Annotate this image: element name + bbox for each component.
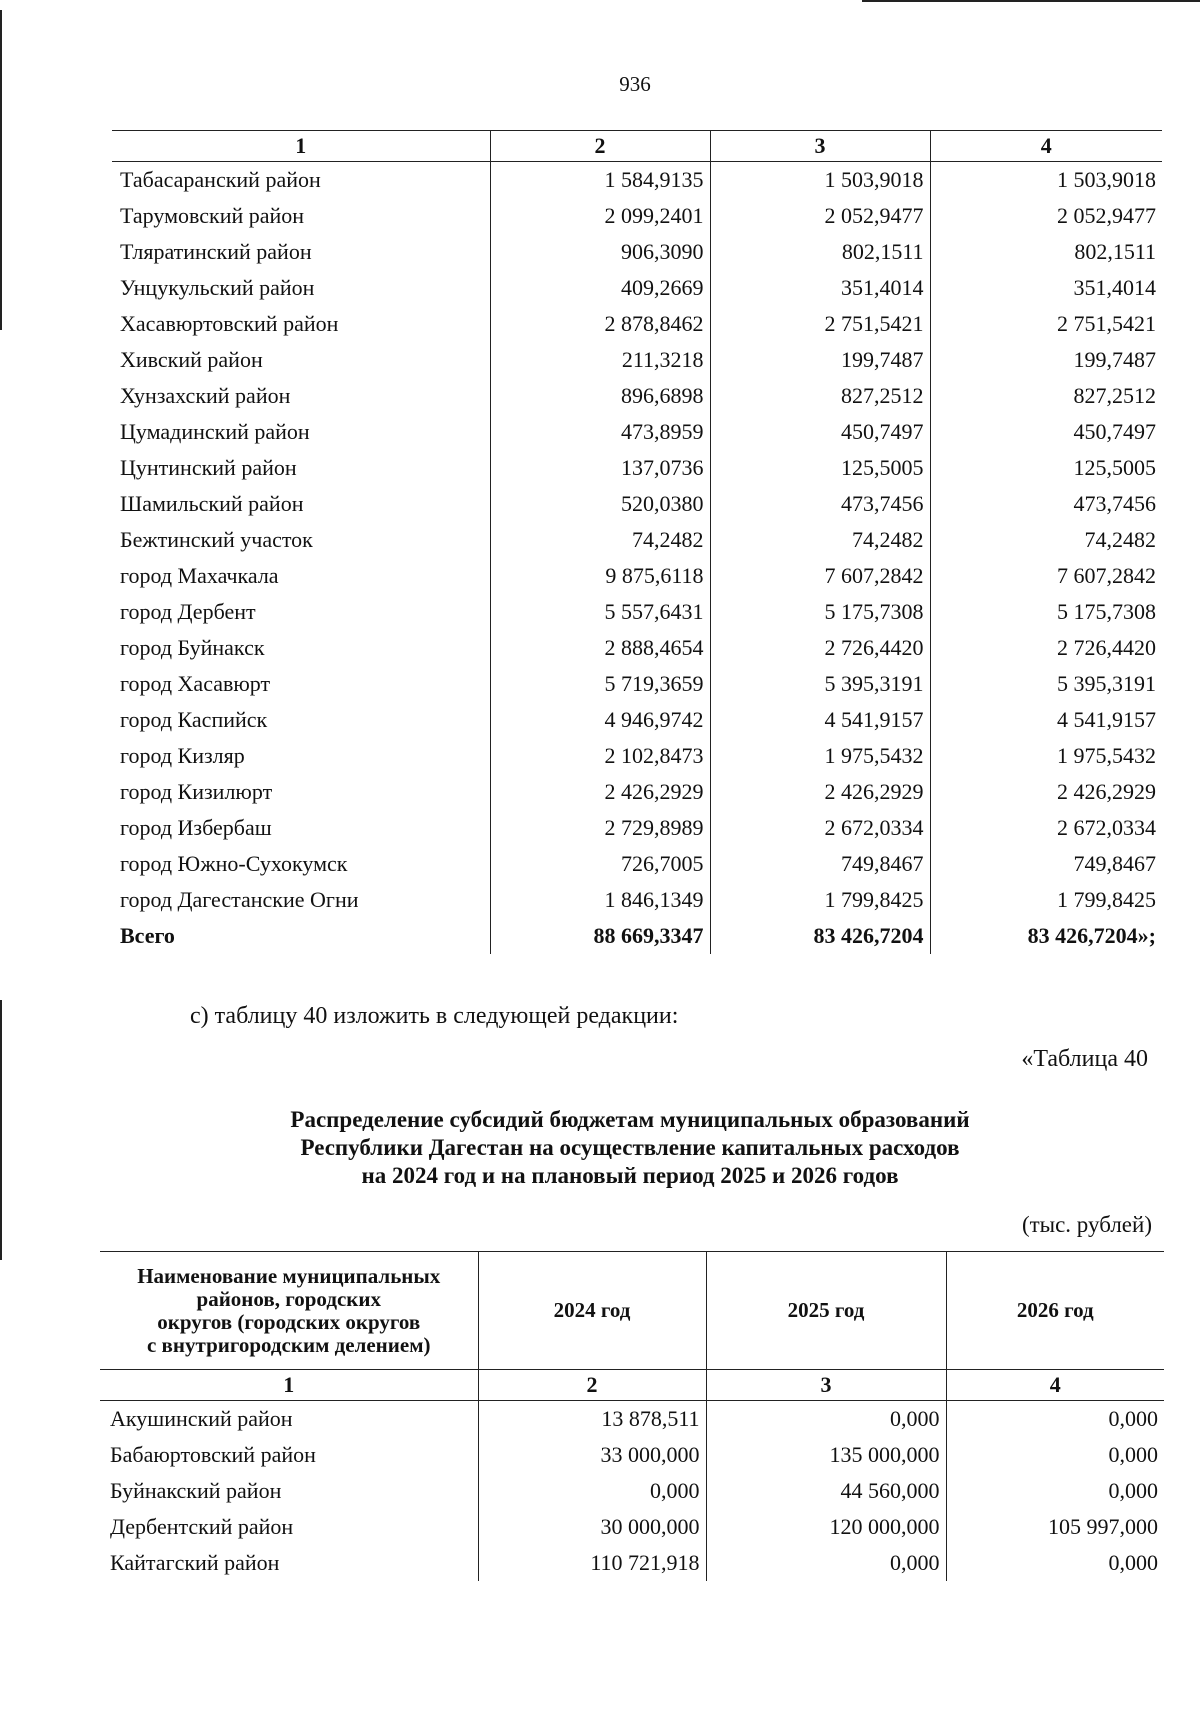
row-value-2024: 0,000 [478,1473,706,1509]
row-name: Бабаюртовский район [110,1442,316,1467]
row-value-2024: 33 000,000 [478,1437,706,1473]
row-value-2026: 105 997,000 [946,1509,1164,1545]
total-label: Всего [120,923,175,948]
header-line: Наименование муниципальных [137,1263,441,1288]
table-row [112,414,1162,450]
row-name: город Буйнакск [120,635,265,660]
row-value-2026: 827,2512 [930,378,1162,414]
row-value-2025: 2 672,0334 [710,810,930,846]
row-value-2026: 0,000 [946,1473,1164,1509]
heading-line: на 2024 год и на плановый период 2025 и 2026 годов [361,1163,899,1188]
row-value-2024: 9 875,6118 [490,558,710,594]
row-value-2024: 30 000,000 [478,1509,706,1545]
row-value-2026: 0,000 [946,1401,1164,1438]
row-value-2024: 137,0736 [490,450,710,486]
row-value-2026: 1 799,8425 [930,882,1162,918]
row-value-2026: 1 503,9018 [930,162,1162,199]
row-name: Табасаранский район [120,167,321,192]
row-value-2025: 2 726,4420 [710,630,930,666]
table-label: «Таблица 40 [1021,1046,1148,1072]
scan-edge-left [0,10,2,330]
row-value-2024: 896,6898 [490,378,710,414]
row-value-2025: 135 000,000 [706,1437,946,1473]
row-value-2025: 802,1511 [710,234,930,270]
table-row [112,378,1162,414]
row-name: город Кизляр [120,743,245,768]
row-value-2026: 0,000 [946,1437,1164,1473]
row-name: Тарумовский район [120,203,305,228]
row-value-2024: 2 102,8473 [490,738,710,774]
scan-edge-top [862,0,1200,2]
table-row [112,306,1162,342]
row-value-2025: 199,7487 [710,342,930,378]
row-value-2024: 409,2669 [490,270,710,306]
column-number: 1 [112,131,490,162]
table-1 [112,130,1162,954]
heading-line: Республики Дагестан на осуществление капитальных расходов [300,1135,960,1160]
row-value-2025: 473,7456 [710,486,930,522]
row-value-2026: 2 426,2929 [930,774,1162,810]
row-value-2025: 44 560,000 [706,1473,946,1509]
row-value-2024: 5 557,6431 [490,594,710,630]
header-line: районов, городских [196,1286,381,1311]
row-value-2026: 5 395,3191 [930,666,1162,702]
header-line: с внутригородским делением) [146,1332,431,1357]
row-value-2024: 110 721,918 [478,1545,706,1581]
row-value-2024: 520,0380 [490,486,710,522]
column-number: 3 [706,1370,946,1401]
header-line: округов (городских округов [157,1309,421,1334]
row-name: Хунзахский район [120,383,291,408]
table-row [100,1545,1164,1581]
row-value-2024: 906,3090 [490,234,710,270]
row-value-2025: 827,2512 [710,378,930,414]
table-row [112,270,1162,306]
column-number: 4 [946,1370,1164,1401]
table-row [100,1473,1164,1509]
row-name: город Хасавюрт [120,671,271,696]
row-name: Буйнакский район [110,1478,282,1503]
column-number: 1 [100,1370,478,1401]
instruction-text: с) таблицу 40 изложить в следующей редакции: [190,1003,679,1029]
column-header-2024: 2024 год [478,1252,706,1370]
row-value-2025: 2 426,2929 [710,774,930,810]
row-value-2024: 74,2482 [490,522,710,558]
row-name: Кайтагский район [110,1550,280,1575]
row-value-2025: 125,5005 [710,450,930,486]
table-row [112,198,1162,234]
row-value-2024: 2 729,8989 [490,810,710,846]
row-value-2026: 2 726,4420 [930,630,1162,666]
row-value-2025: 7 607,2842 [710,558,930,594]
table-row [112,846,1162,882]
row-value-2024: 726,7005 [490,846,710,882]
table-row [112,738,1162,774]
table-row [112,774,1162,810]
table-row [112,234,1162,270]
row-value-2025: 0,000 [706,1545,946,1581]
row-value-2026: 749,8467 [930,846,1162,882]
table-1-column-numbers [112,131,1162,162]
row-value-2025: 120 000,000 [706,1509,946,1545]
table-row [112,342,1162,378]
row-value-2026: 802,1511 [930,234,1162,270]
row-name: город Каспийск [120,707,268,732]
row-value-2026: 450,7497 [930,414,1162,450]
row-value-2026: 2 751,5421 [930,306,1162,342]
page-number: 936 [619,72,651,96]
row-value-2025: 0,000 [706,1401,946,1438]
table-40 [100,1251,1164,1581]
table-row [112,486,1162,522]
row-value-2025: 1 503,9018 [710,162,930,199]
row-value-2025: 1 975,5432 [710,738,930,774]
table-row [100,1401,1164,1438]
row-value-2025: 450,7497 [710,414,930,450]
total-value-2025: 83 426,7204 [710,918,930,954]
row-value-2026: 1 975,5432 [930,738,1162,774]
row-name: город Избербаш [120,815,272,840]
table-row [112,558,1162,594]
row-value-2024: 1 846,1349 [490,882,710,918]
row-value-2024: 2 426,2929 [490,774,710,810]
table-row [100,1437,1164,1473]
row-value-2026: 473,7456 [930,486,1162,522]
row-value-2024: 2 099,2401 [490,198,710,234]
row-value-2025: 351,4014 [710,270,930,306]
column-number: 2 [490,131,710,162]
row-value-2026: 7 607,2842 [930,558,1162,594]
column-header-2025: 2025 год [706,1252,946,1370]
table-40-column-numbers [100,1370,1164,1401]
row-value-2026: 2 672,0334 [930,810,1162,846]
table-1-total-row [112,918,1162,954]
table-row [112,522,1162,558]
table-row [112,450,1162,486]
table-row [100,1509,1164,1545]
row-value-2024: 13 878,511 [478,1401,706,1438]
row-name: Цунтинский район [120,455,297,480]
total-value-2026: 83 426,7204»; [930,918,1162,954]
row-name: Бежтинский участок [120,527,313,552]
row-value-2026: 351,4014 [930,270,1162,306]
row-value-2026: 199,7487 [930,342,1162,378]
row-value-2024: 4 946,9742 [490,702,710,738]
row-name: Акушинский район [110,1406,293,1431]
row-value-2025: 749,8467 [710,846,930,882]
row-value-2025: 1 799,8425 [710,882,930,918]
column-number: 3 [710,131,930,162]
row-value-2024: 2 888,4654 [490,630,710,666]
table-row [112,666,1162,702]
row-value-2024: 1 584,9135 [490,162,710,199]
column-header-name [100,1252,478,1370]
row-value-2026: 125,5005 [930,450,1162,486]
column-number: 4 [930,131,1162,162]
column-header-2026: 2026 год [946,1252,1164,1370]
row-value-2026: 5 175,7308 [930,594,1162,630]
table-row [112,162,1162,199]
row-value-2024: 2 878,8462 [490,306,710,342]
row-name: Унцукульский район [120,275,315,300]
row-value-2025: 2 052,9477 [710,198,930,234]
row-name: город Дербент [120,599,256,624]
table-row [112,594,1162,630]
row-name: Хивский район [120,347,263,372]
row-name: город Южно-Сухокумск [120,851,348,876]
table-row [112,702,1162,738]
row-name: город Махачкала [120,563,279,588]
table-row [112,630,1162,666]
units-label: (тыс. рублей) [1021,1212,1152,1237]
row-name: Тляратинский район [120,239,312,264]
row-value-2024: 473,8959 [490,414,710,450]
row-name: Шамильский район [120,491,304,516]
row-value-2026: 0,000 [946,1545,1164,1581]
row-value-2025: 2 751,5421 [710,306,930,342]
row-value-2025: 5 175,7308 [710,594,930,630]
table-row [112,882,1162,918]
row-name: город Дагестанские Огни [120,887,359,912]
table-row [112,810,1162,846]
row-value-2026: 4 541,9157 [930,702,1162,738]
row-value-2026: 2 052,9477 [930,198,1162,234]
row-name: Дербентский район [110,1514,294,1539]
row-name: город Кизилюрт [120,779,273,804]
row-value-2025: 5 395,3191 [710,666,930,702]
row-value-2025: 74,2482 [710,522,930,558]
row-value-2024: 211,3218 [490,342,710,378]
heading-line: Распределение субсидий бюджетам муниципальных образований [290,1107,970,1132]
row-value-2024: 5 719,3659 [490,666,710,702]
row-value-2025: 4 541,9157 [710,702,930,738]
column-number: 2 [478,1370,706,1401]
row-name: Хасавюртовский район [120,311,339,336]
row-name: Цумадинский район [120,419,310,444]
table-40-header [100,1252,1164,1370]
table-40-heading [0,1106,1200,1190]
total-value-2024: 88 669,3347 [490,918,710,954]
row-value-2026: 74,2482 [930,522,1162,558]
